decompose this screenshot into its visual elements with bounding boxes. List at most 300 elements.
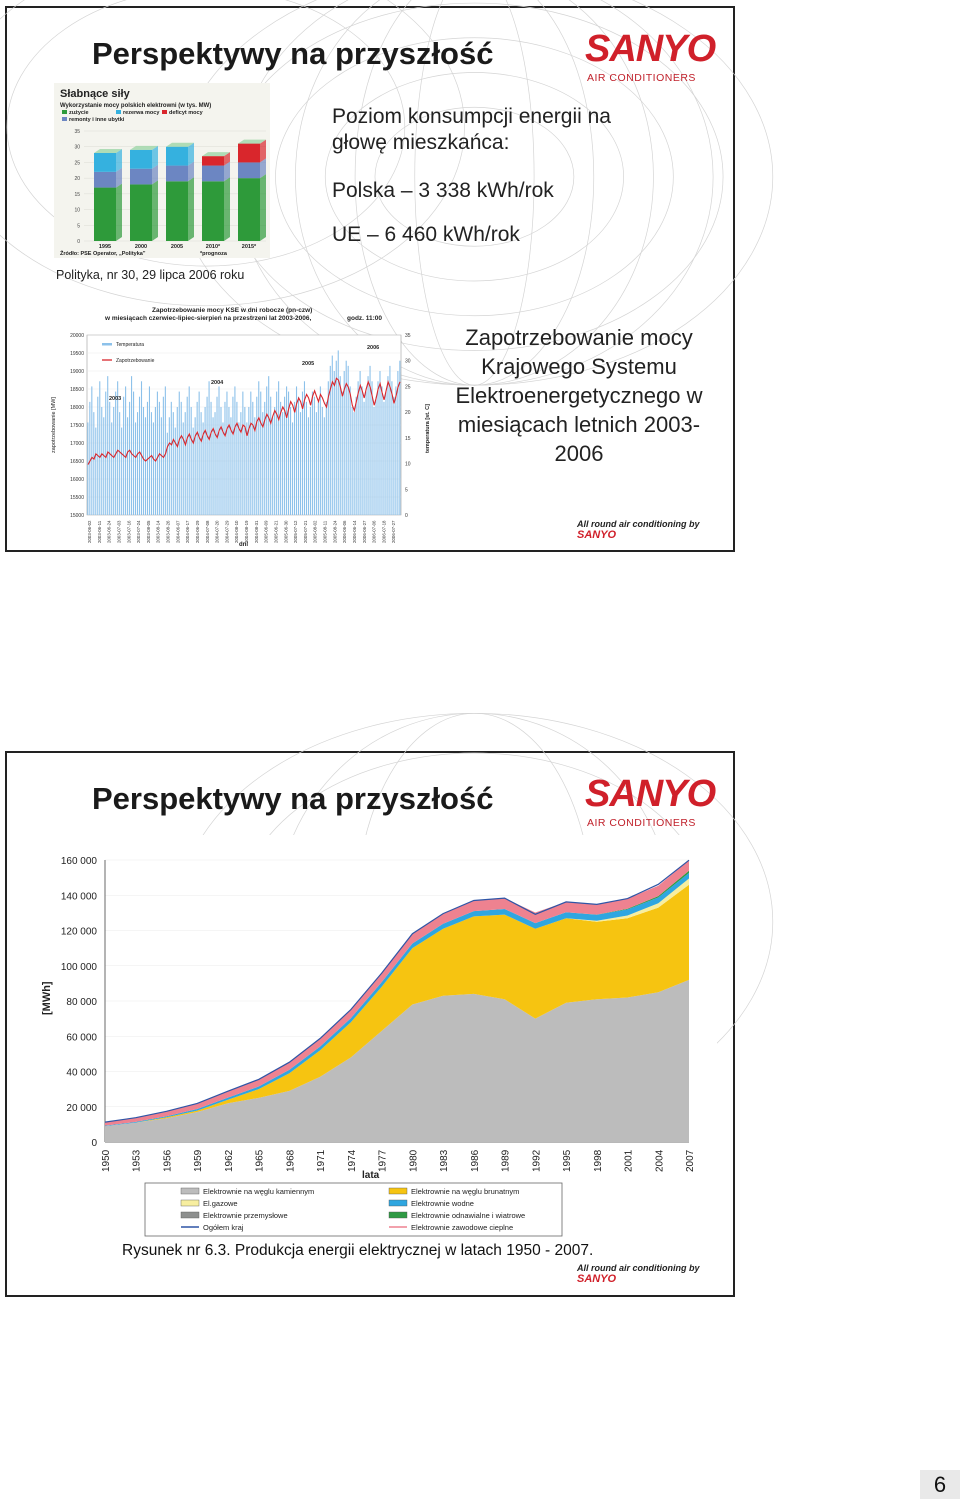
legend-swatch [181,1188,199,1194]
temperature-bar [111,422,112,515]
temperature-y-tick: 15 [405,435,411,442]
inset-legend-label: zużycie [69,110,89,116]
inset-y-tick: 15 [74,191,80,198]
inset-bar-segment [166,181,188,241]
inset-y-tick: 35 [74,129,80,135]
inset-chart-heading: Słabnące siły [60,88,130,100]
area-x-tick: 1962 [223,1149,235,1172]
area-x-tick: 1968 [285,1149,297,1172]
temperature-bar [284,397,285,515]
area-y-tick: 100 000 [60,961,97,973]
inset-legend-label: remonty i inne ubytki [69,117,125,123]
temperature-bar [201,412,202,515]
demand-x-tick: 2004-08-19 [244,520,249,543]
inset-bar-chart [54,83,270,258]
inset-bar-side [224,177,230,241]
demand-x-tick: 2003-08-05 [145,520,151,543]
temperature-bar [127,417,128,515]
demand-y-tick: 16000 [70,477,84,483]
inset-bar-segment [238,144,260,163]
demand-y-tick: 17000 [70,441,84,447]
temperature-bar [292,422,293,515]
temperature-bar [133,392,134,515]
temperature-bar [220,407,221,515]
inset-bar-segment [202,181,224,241]
temperature-bar [131,376,132,515]
area-x-axis-label: lata [362,1170,380,1181]
temperature-bar [214,412,215,515]
temperature-bar [161,417,162,515]
demand-x-tick: 2006-07-18 [381,520,387,543]
temperature-bar [286,386,287,515]
temperature-bar [334,371,335,515]
legend-label: Elektrownie zawodowe cieplne [411,1223,514,1232]
demand-x-tick: 2003-06-24 [106,520,112,543]
temperature-bar [228,407,229,515]
area-x-tick: 1971 [316,1149,328,1172]
inset-bar-side [152,180,158,241]
area-y-tick: 0 [91,1138,97,1149]
demand-x-tick: 2003-07-16 [126,520,132,543]
temperature-bar [383,402,384,515]
inset-legend-swatch [62,110,67,114]
temperature-bar [195,417,196,515]
temperature-bar [278,381,279,515]
temperature-y-tick: 20 [405,410,411,417]
temperature-bar [310,407,311,515]
demand-line-chart [47,303,431,548]
temperature-bar [137,412,138,515]
demand-x-tick: 2004-06-29 [194,520,200,543]
demand-year-label: 2006 [367,345,380,351]
temperature-bar [266,386,267,515]
temperature-y-tick: 10 [405,461,411,468]
legend-label: Elektrownie na węglu kamiennym [203,1187,315,1196]
demand-y-tick: 18500 [70,387,84,393]
inset-bar-segment [238,162,260,178]
temperature-bar [179,392,180,515]
area-x-tick: 2001 [623,1149,635,1172]
temperature-bar [360,371,361,515]
inset-y-tick: 20 [74,176,80,183]
inset-bar-segment [202,156,224,165]
demand-x-tick: 2004-07-29 [224,520,230,543]
area-y-tick: 40 000 [66,1067,97,1079]
temperature-bar [232,397,233,515]
temperature-bar [159,402,160,515]
temperature-bar [314,397,315,515]
demand-x-tick: 2006-06-06 [342,520,348,543]
temperature-bar [306,402,307,515]
inset-bar-side [188,177,194,241]
temperature-bar [316,412,317,515]
footer-brand: SANYO [577,1273,617,1285]
inset-chart-forecast-note: *prognoza [200,251,227,257]
demand-x-tick: 2005-06-30 [283,520,289,543]
demand-x-tick: 2005-08-11 [322,520,328,543]
temperature-bar [373,407,374,515]
legend-label: Elektrownie na węglu brunatnym [411,1187,520,1196]
area-x-tick: 1959 [193,1149,205,1172]
inset-chart-subheading: Wykorzystanie mocy polskich elektrowni (w tys. MW) [60,103,212,109]
temperature-y-tick: 5 [405,487,408,494]
temperature-bar [270,397,271,515]
demand-x-tick: 2004-07-08 [204,520,210,543]
temperature-bar [391,381,392,515]
demand-x-tick: 2006-06-27 [361,520,367,543]
temperature-bar [209,381,210,515]
temperature-bar [171,402,172,515]
temperature-bar [230,417,231,515]
inset-bar-segment [130,184,152,241]
demand-x-tick: 2003-06-11 [96,520,102,543]
temperature-bar [318,402,319,515]
temperature-bar [242,392,243,515]
inset-bar-side [116,149,122,172]
temperature-bar [234,386,235,515]
temperature-bar [294,402,295,515]
legend-label: Ogółem kraj [203,1223,244,1232]
legend-label: Elektrownie wodne [411,1199,474,1208]
temperature-bar [298,397,299,515]
inset-bar-segment [166,147,188,166]
demand-chart-title-hour: godz. 11:00 [347,315,383,322]
temperature-bar [213,417,214,515]
legend-swatch [181,1212,199,1218]
demand-x-tick: 2004-08-31 [253,520,259,543]
temperature-bar [252,402,253,515]
demand-x-tick: 2006-06-14 [351,520,357,543]
demand-x-tick: 2003-08-14 [155,520,161,543]
logo-subtitle: AIR CONDITIONERS [587,817,696,829]
poland-consumption: Polska – 3 338 kWh/rok [332,179,554,202]
area-y-axis-label: [MWh] [41,981,53,1015]
temperature-bar [254,417,255,515]
inset-legend-swatch [116,110,121,114]
legend-swatch [181,1200,199,1206]
temperature-bar [95,428,96,515]
temperature-bar [105,392,106,515]
demand-x-tick: 2004-07-20 [214,520,220,543]
footer-text: All round air conditioning by [577,1263,700,1273]
temperature-bar [207,397,208,515]
temperature-bar [280,402,281,515]
temperature-bar [326,402,327,515]
temperature-bar [240,412,241,515]
area-y-tick: 80 000 [66,997,97,1008]
area-y-tick: 140 000 [60,891,97,903]
temperature-bar [371,381,372,515]
inset-x-label: 2015* [241,244,257,250]
temperature-bar [165,386,166,515]
temperature-bar [258,381,259,515]
logo-wordmark: SANYO [585,773,716,815]
demand-chart-x-ticks [87,520,396,543]
temperature-bar [308,417,309,515]
temperature-bar [385,392,386,515]
temperature-bar [125,386,126,515]
inset-chart-bars [94,140,266,241]
legend-label-temperature: Temperatura [116,342,145,348]
temperature-bar [211,402,212,515]
temperature-bar [87,422,88,515]
temperature-bar [276,392,277,515]
inset-legend-label: deficyt mocy [169,110,203,116]
temperature-bar [366,392,367,515]
temperature-bar [358,381,359,515]
demand-chart-title-2: w miesiącach czerwiec-lipiec-sierpień na przestrzeni lat 2003-2006, [105,315,312,322]
slide-footer-tagline [577,1263,733,1285]
demand-x-tick: 2003-06-02 [87,520,92,543]
inset-legend-swatch [162,110,167,114]
area-y-tick: 60 000 [66,1032,97,1044]
area-chart-legend [145,1183,562,1236]
temperature-bar [272,417,273,515]
temperature-bar [93,412,94,515]
demand-year-label: 2005 [302,361,315,367]
temperature-bar [332,356,333,515]
demand-y-tick: 17500 [70,423,84,429]
inset-bar-segment [166,166,188,182]
temperature-bar [187,397,188,515]
temperature-bar [336,361,337,515]
inset-x-label: 2000 [134,244,148,250]
temperature-bar [362,386,363,515]
demand-y-tick: 15000 [70,513,84,519]
slide-1 [5,6,735,552]
inset-x-label: 2005 [170,244,184,250]
temperature-bar [149,386,150,515]
inset-x-label: 1995 [98,244,112,250]
temperature-bar [238,422,239,515]
area-x-tick: 1980 [408,1149,420,1172]
temperature-y-tick: 25 [405,384,411,391]
temperature-bar [224,402,225,515]
area-x-tick: 1995 [562,1149,574,1172]
temperature-bar [393,397,394,515]
consumption-text: Poziom konsumpcji energii na głowę mieszkańca: [332,105,611,154]
logo-wordmark: SANYO [585,28,716,70]
temperature-bar [354,412,355,515]
inset-bar-segment [130,169,152,185]
eu-consumption: UE – 6 460 kWh/rok [332,223,520,246]
temperature-y-axis-label: temperatura [st. C] [425,404,431,453]
page-number: 6 [920,1470,960,1499]
area-y-tick: 120 000 [60,926,97,938]
inset-bar-segment [238,178,260,241]
temperature-bar [121,428,122,515]
temperature-bar [191,407,192,515]
demand-x-tick: 2005-08-02 [312,520,318,543]
temperature-bar [244,407,245,515]
demand-x-tick: 2006-07-06 [371,520,377,543]
inset-bar-side [152,146,158,169]
demand-x-tick: 2005-06-09 [263,520,269,543]
temperature-bar [216,397,217,515]
legend-label: Elektrownie przemysłowe [203,1211,288,1220]
inset-bar-segment [94,172,116,188]
demand-x-tick: 2003-08-26 [165,520,171,543]
temperature-bar [324,417,325,515]
temperature-bar [91,386,92,515]
demand-y-axis-label: zapotrzebowanie [MW] [51,397,57,453]
legend-swatch-temperature [102,343,112,346]
temperature-bar [183,422,184,515]
temperature-bar [109,402,110,515]
inset-legend-label: rezerwa mocy [123,110,160,116]
area-x-tick: 1992 [531,1149,543,1172]
inset-bar-side [188,143,194,166]
inset-y-tick: 10 [74,207,80,214]
demand-x-tick: 2005-07-21 [302,520,308,543]
temperature-bar [99,381,100,515]
temperature-bar [274,407,275,515]
temperature-bar [135,422,136,515]
temperature-bar [338,350,339,515]
demand-y-tick: 20000 [70,333,84,339]
demand-x-tick: 2006-07-27 [391,520,397,543]
slide-title: Perspektywy na przyszłość [92,781,494,816]
temperature-bar [103,417,104,515]
temperature-bar [248,407,249,515]
chart-source-caption: Polityka, nr 30, 29 lipca 2006 roku [56,268,245,282]
inset-legend-swatch [62,117,67,121]
footer-text: All round air conditioning by [577,519,700,529]
legend-label: Elektrownie odnawialne i wiatrowe [411,1211,526,1220]
inset-bar-side [260,174,266,241]
area-x-tick: 1956 [162,1149,174,1172]
demand-description: Zapotrzebowanie mocy Krajowego Systemu Elektroenergetycznego w miesiącach letnich 2003-2006 [455,325,703,466]
temperature-bar [89,402,90,515]
area-x-tick: 1989 [500,1149,512,1172]
temperature-bar [185,412,186,515]
demand-x-tick: 2003-07-24 [136,520,142,543]
slide-2 [5,751,735,1297]
logo-subtitle: AIR CONDITIONERS [587,72,696,84]
temperature-bar [320,386,321,515]
area-x-tick: 2004 [654,1149,666,1172]
temperature-bar [246,422,247,515]
temperature-bar [395,386,396,515]
temperature-bar [199,392,200,515]
temperature-bar [379,371,380,515]
demand-x-tick: 2005-07-12 [293,520,299,543]
temperature-bar [129,402,130,515]
area-y-tick: 160 000 [60,856,97,867]
demand-x-tick: 2003-07-03 [116,520,122,543]
temperature-y-tick: 0 [405,513,408,519]
demand-x-tick: 2005-08-24 [332,520,338,543]
inset-bar-segment [202,166,224,182]
demand-x-tick: 2004-06-17 [185,520,191,543]
demand-year-label: 2003 [109,396,122,402]
energy-production-area-chart [32,835,717,1250]
legend-label: El.gazowe [203,1199,238,1208]
area-x-tick: 1953 [131,1149,143,1172]
temperature-bar [205,407,206,515]
area-x-tick: 2007 [685,1149,696,1172]
inset-bar-segment [94,153,116,172]
temperature-bar [290,407,291,515]
temperature-bar [222,422,223,515]
legend-swatch [389,1212,407,1218]
figure-caption: Rysunek nr 6.3. Produkcja energii elektrycznej w latach 1950 - 2007. [122,1242,594,1259]
demand-y-tick: 15500 [70,495,84,501]
area-y-tick: 20 000 [66,1102,97,1114]
temperature-bar [139,397,140,515]
demand-y-tick: 18000 [70,405,84,411]
temperature-y-tick: 35 [405,333,411,339]
sanyo-logo [585,773,720,833]
temperature-y-tick: 30 [405,358,411,365]
legend-label-demand: Zapotrzebowanie [116,358,155,364]
demand-y-tick: 19500 [70,351,84,357]
temperature-bar [169,417,170,515]
temperature-bar [101,407,102,515]
temperature-bar [189,386,190,515]
temperature-bar [218,386,219,515]
demand-y-tick: 19000 [70,369,84,375]
demand-x-tick: 2004-06-07 [175,520,181,543]
temperature-bar [387,376,388,515]
sanyo-logo [585,28,720,88]
area-x-tick: 1965 [254,1149,266,1172]
temperature-bar [342,392,343,515]
temperature-bar [143,407,144,515]
temperature-bar [173,412,174,515]
temperature-bar [113,407,114,515]
legend-swatch [389,1188,407,1194]
inset-y-tick: 25 [74,160,80,167]
temperature-bar [145,417,146,515]
temperature-bar [268,376,269,515]
temperature-bar [397,371,398,515]
temperature-bar [340,376,341,515]
area-x-tick: 1950 [101,1149,112,1172]
temperature-bar [322,407,323,515]
inset-y-tick: 5 [77,223,80,230]
temperature-bar [226,392,227,515]
area-x-tick: 1983 [439,1149,451,1172]
demand-x-tick: 2005-06-21 [273,520,279,543]
demand-x-axis-label: dni [239,542,248,548]
temperature-bar [197,402,198,515]
temperature-bar [260,392,261,515]
inset-y-tick: 0 [77,239,80,245]
temperature-bar [119,412,120,515]
demand-year-label: 2004 [211,380,224,386]
footer-brand: SANYO [577,529,617,541]
temperature-bar [175,428,176,515]
area-x-tick: 1986 [469,1149,481,1172]
temperature-bar [375,397,376,515]
temperature-bar [368,376,369,515]
demand-x-tick: 2004-08-10 [234,520,240,543]
temperature-bar [350,386,351,515]
temperature-bar [141,381,142,515]
temperature-bar [300,412,301,515]
inset-bar-side [260,140,266,163]
area-x-tick: 1974 [346,1149,358,1172]
temperature-bar [282,412,283,515]
area-x-tick: 1998 [592,1149,604,1172]
temperature-bar [352,407,353,515]
temperature-bar [157,392,158,515]
slide-title: Perspektywy na przyszłość [92,36,494,71]
temperature-bar [151,412,152,515]
temperature-bar [302,392,303,515]
temperature-bar [356,397,357,515]
